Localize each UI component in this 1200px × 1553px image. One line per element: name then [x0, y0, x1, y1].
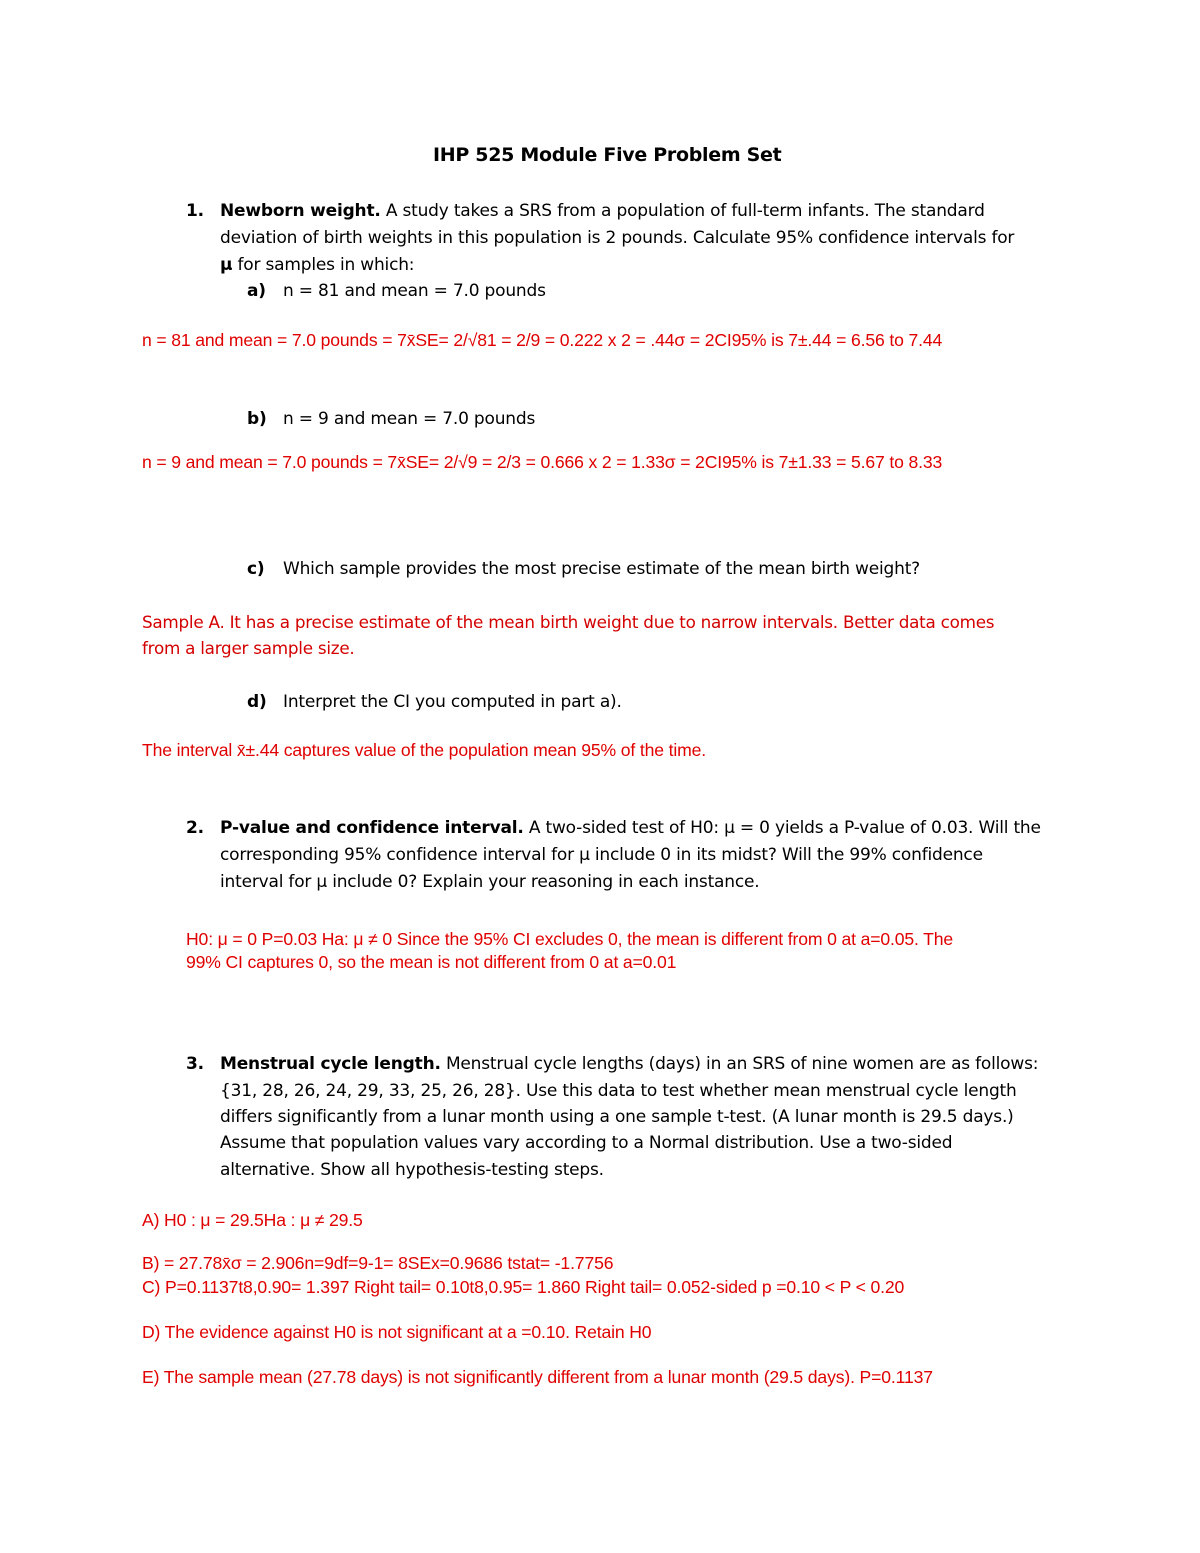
q1-line2: deviation of birth weights in this population is 2 pounds. Calculate 95% confidence intervals for: [220, 228, 1015, 248]
q1c-text: Which sample provides the most precise estimate of the mean birth weight?: [283, 559, 920, 579]
q3-number: 3.: [186, 1054, 204, 1074]
q1a-answer: n = 81 and mean = 7.0 pounds = 7x̄SE= 2/√81 = 2/9 = 0.222 x 2 = .44σ = 2CI95% is 7±.44 = 6.56 to 7.44: [142, 330, 943, 350]
q1-mu: μ: [220, 255, 233, 275]
q1c-label: c): [247, 559, 265, 579]
q2-line1-text: A two-sided test of H0: μ = 0 yields a P-value of 0.03. Will the: [523, 818, 1041, 838]
q1a-label: a): [247, 281, 266, 301]
q1d-answer: The interval x̄±.44 captures value of the population mean 95% of the time.: [142, 740, 707, 760]
q3-line2: {31, 28, 26, 24, 29, 33, 25, 26, 28}. Use this data to test whether mean menstrual cycle length: [220, 1081, 1017, 1101]
q3-heading: Menstrual cycle length.: [220, 1054, 441, 1074]
q3-answer-a: A) H0 : μ = 29.5Ha : μ ≠ 29.5: [142, 1210, 363, 1230]
q2-line1: [220, 815, 1041, 842]
q1-line1: [220, 198, 985, 225]
q2-answer-line1: H0: μ = 0 P=0.03 Ha: μ ≠ 0 Since the 95% CI excludes 0, the mean is different from 0 at a=0.05. The: [186, 929, 954, 949]
q3-answer-e: E) The sample mean (27.78 days) is not significantly different from a lunar month (29.5 days). P=0.1137: [142, 1367, 933, 1387]
q2-line2: corresponding 95% confidence interval for μ include 0 in its midst? Will the 99% confidence: [220, 845, 983, 865]
q1d-label: d): [247, 692, 267, 712]
q2-line3: interval for μ include 0? Explain your reasoning in each instance.: [220, 872, 760, 892]
q2-answer-line2: 99% CI captures 0, so the mean is not different from 0 at a=0.01: [186, 952, 677, 972]
q1b-text: n = 9 and mean = 7.0 pounds: [283, 409, 536, 429]
q1-line1-text: A study takes a SRS from a population of full-term infants. The standard: [380, 201, 985, 221]
q1a-text: n = 81 and mean = 7.0 pounds: [283, 281, 546, 301]
q2-number: 2.: [186, 818, 204, 838]
q1-line3-text: for samples in which:: [232, 255, 415, 275]
q3-answer-b: B) = 27.78x̄σ = 2.906n=9df=9-1= 8SEx=0.9686 tstat= -1.7756: [142, 1253, 614, 1273]
q1c-answer-line2: from a larger sample size.: [142, 638, 355, 658]
q3-line3: differs significantly from a lunar month using a one sample t-test. (A lunar month is 29.5 days.): [220, 1107, 1014, 1127]
q3-answer-c: C) P=0.1137t8,0.90= 1.397 Right tail= 0.10t8,0.95= 1.860 Right tail= 0.052-sided p =0.10 < P < 0.20: [142, 1277, 905, 1297]
q1-heading: Newborn weight.: [220, 201, 381, 221]
q1-line3: [220, 252, 414, 279]
q1d-text: Interpret the CI you computed in part a).: [283, 692, 622, 712]
q3-answer-d: D) The evidence against H0 is not significant at a =0.10. Retain H0: [142, 1322, 652, 1342]
q1b-answer: n = 9 and mean = 7.0 pounds = 7x̄SE= 2/√9 = 2/3 = 0.666 x 2 = 1.33σ = 2CI95% is 7±1.33 = 5.67 to 8.33: [142, 452, 943, 472]
q2-heading: P-value and confidence interval.: [220, 818, 524, 838]
q3-line5: alternative. Show all hypothesis-testing steps.: [220, 1160, 604, 1180]
q1-number: 1.: [186, 201, 204, 221]
q3-line4: Assume that population values vary according to a Normal distribution. Use a two-sided: [220, 1133, 953, 1153]
q1b-label: b): [247, 409, 267, 429]
q1c-answer-line1: Sample A. It has a precise estimate of the mean birth weight due to narrow intervals. Better data comes: [142, 612, 995, 632]
q3-line1-text: Menstrual cycle lengths (days) in an SRS of nine women are as follows:: [440, 1054, 1039, 1074]
q3-line1: [220, 1051, 1038, 1078]
page-title: IHP 525 Module Five Problem Set: [433, 144, 782, 166]
